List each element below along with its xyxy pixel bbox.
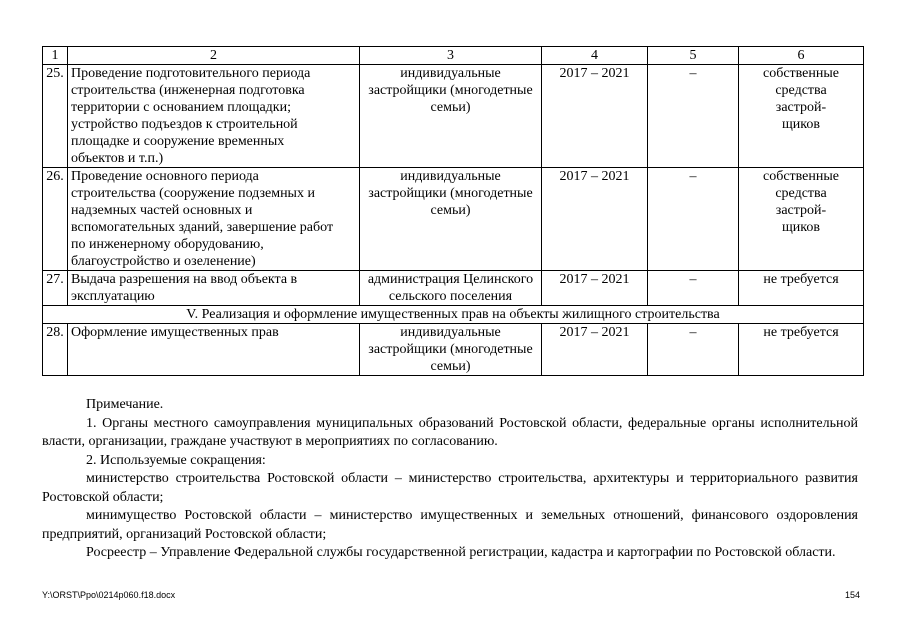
executor-line: застройщики (многодетные <box>368 342 533 357</box>
header-cell-6: 6 <box>739 47 864 65</box>
funding-source-line: собственные <box>762 66 839 81</box>
executor-line: индивидуальные <box>400 169 501 184</box>
row-number: 25. <box>43 65 68 168</box>
period: 2017 – 2021 <box>542 324 648 376</box>
executor <box>360 168 542 271</box>
executor-line: семьи) <box>430 359 471 374</box>
executor-line: администрация Целинского <box>367 272 534 287</box>
executor <box>360 324 542 376</box>
executor-line: индивидуальные <box>400 66 501 81</box>
funding-source-line: не требуется <box>763 272 839 287</box>
measure-name <box>68 271 360 306</box>
funding-source-line: собственные <box>762 169 839 184</box>
table-row <box>43 65 864 168</box>
funding-source-line: щиков <box>782 117 820 132</box>
executor-line: застройщики (многодетные <box>368 83 533 98</box>
executor-line: семьи) <box>430 203 471 218</box>
col5-value: – <box>648 168 739 271</box>
measure-name-line: Оформление имущественных прав <box>71 325 279 340</box>
measure-name-line: площадке и сооружение временных <box>71 134 285 149</box>
measure-name-line: благоустройство и озеленение) <box>71 254 256 269</box>
header-cell-1: 1 <box>43 47 68 65</box>
note-3: министерство строительства Ростовской области – министерство строительства, архитектуры и территориального развития Ростовской области; <box>42 471 858 505</box>
header-cell-4: 4 <box>542 47 648 65</box>
section-row <box>43 306 864 324</box>
measures-table <box>42 46 864 376</box>
executor-line: семьи) <box>430 100 471 115</box>
measure-name-line: по инженерному оборудованию, <box>71 237 264 252</box>
notes-block <box>42 396 858 563</box>
header-cell-5: 5 <box>648 47 739 65</box>
funding-source-line: застрой- <box>775 100 827 115</box>
section-heading: V. Реализация и оформление имущественных прав на объекты жилищного строительства <box>43 306 864 324</box>
measure-name-line: эксплуатацию <box>71 289 155 304</box>
notes-title: Примечание. <box>86 397 164 412</box>
note-5: Росреестр – Управление Федеральной службы государственной регистрации, кадастра и картографии по Ростовской области. <box>86 545 836 560</box>
col5-value: – <box>648 271 739 306</box>
measure-name-line: строительства (сооружение подземных и <box>71 186 315 201</box>
measure-name-line: объектов и т.п.) <box>71 151 164 166</box>
header-cell-2: 2 <box>68 47 360 65</box>
period: 2017 – 2021 <box>542 271 648 306</box>
note-1: 1. Органы местного самоуправления муниципальных образований Ростовской области, федеральные органы исполнительной власти, организации, граждане участвуют в мероприятиях по согласованию. <box>42 415 858 449</box>
measure-name-line: надземных частей основных и <box>71 203 253 218</box>
row-number: 27. <box>43 271 68 306</box>
measure-name <box>68 324 360 376</box>
funding-source-line: застрой- <box>775 203 827 218</box>
executor-line: застройщики (многодетные <box>368 186 533 201</box>
funding-source <box>739 324 864 376</box>
executor-line: сельского поселения <box>388 289 513 304</box>
page-number: 154 <box>844 590 860 600</box>
row-number: 28. <box>43 324 68 376</box>
measure-name-line: устройство подъездов к строительной <box>71 117 298 132</box>
funding-source-line: не требуется <box>763 325 839 340</box>
note-4: минимущество Ростовской области – министерство имущественных и земельных отношений, финансового оздоровления предприятий, организаций Ростовской области; <box>42 508 858 542</box>
measure-name <box>68 168 360 271</box>
funding-source-line: средства <box>775 186 827 201</box>
funding-source <box>739 271 864 306</box>
header-cell-3: 3 <box>360 47 542 65</box>
funding-source <box>739 168 864 271</box>
table-row <box>43 271 864 306</box>
executor <box>360 65 542 168</box>
measure-name-line: Выдача разрешения на ввод объекта в <box>71 272 298 287</box>
table-row <box>43 168 864 271</box>
measure-name-line: вспомогательных зданий, завершение работ <box>71 220 334 235</box>
col5-value: – <box>648 324 739 376</box>
measure-name-line: Проведение основного периода <box>71 169 259 184</box>
measure-name-line: Проведение подготовительного периода <box>71 66 311 81</box>
row-number: 26. <box>43 168 68 271</box>
measure-name-line: строительства (инженерная подготовка <box>71 83 305 98</box>
funding-source <box>739 65 864 168</box>
col5-value: – <box>648 65 739 168</box>
note-2: 2. Используемые сокращения: <box>86 452 266 468</box>
funding-source-line: средства <box>775 83 827 98</box>
period: 2017 – 2021 <box>542 168 648 271</box>
funding-source-line: щиков <box>782 220 820 235</box>
table-row <box>43 324 864 376</box>
file-path: Y:\ORST\Ppo\0214p060.f18.docx <box>42 590 176 600</box>
executor-line: индивидуальные <box>400 325 501 340</box>
table-header-row <box>43 47 864 65</box>
period: 2017 – 2021 <box>542 65 648 168</box>
measure-name-line: территории с основанием площадки; <box>71 100 291 115</box>
measure-name <box>68 65 360 168</box>
executor <box>360 271 542 306</box>
